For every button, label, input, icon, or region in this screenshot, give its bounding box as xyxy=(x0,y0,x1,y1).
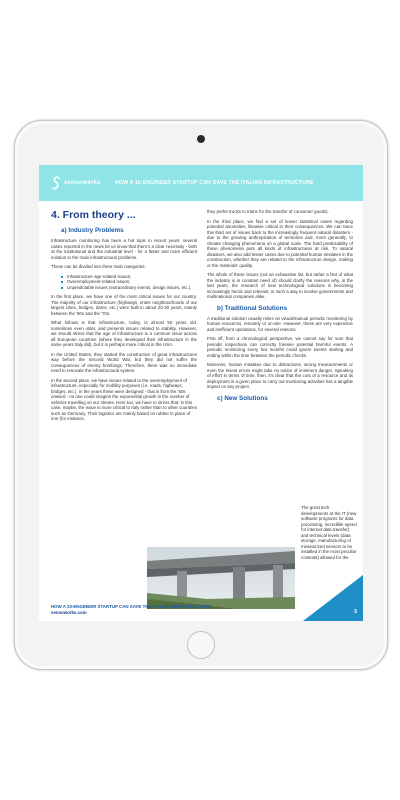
list-item: Unpredictable issues (extraordinary events, design issues, etc.). xyxy=(67,285,197,291)
brand-logo xyxy=(51,176,111,190)
issue-list xyxy=(51,274,197,291)
subheading-industry-problems: a) Industry Problems xyxy=(61,227,124,234)
paragraph: Moreover, human mistakes due to distractions, wrong measurements or even the tiniest errors might take no notice of imminent danger. Speaking of effort in terms of time, then, it's clear that the cost of a resource and its deployment in a given place to carry out monitoring activities has a tangible impact on any project. xyxy=(207,362,353,389)
paragraph: In the second place, we have issues related to the overemployment of infrastructure, especially for mobility purposes (i.e. roads, highways, bridges, etc.). In the years these were designed - that is from the '50s onward - no one could imagine the exponential growth in the number of vehicles travelling on our streets. Here too, we have to stress that: in this case, maybe, the issue is more critical to Italy rather than to other countries such as Germany. Their logistics are mainly based on rubber in place of iron (for instance, xyxy=(51,377,197,421)
footer-title: HOW A 10-ENGINEER STARTUP CAN SAVE THE ITALIAN INFRASTRUCTURE xyxy=(51,604,212,609)
paragraph: A traditional solution usually relies on visual/manual periodic monitoring by human resources, remotely or on-site. However, these are very expensive and inefficient operations, for several reasons. xyxy=(207,315,353,332)
wrapped-text xyxy=(51,378,197,422)
tablet-screen xyxy=(39,165,363,621)
subheading-traditional-solutions: b) Traditional Solutions xyxy=(217,304,287,312)
left-column xyxy=(51,209,197,426)
footer-url[interactable]: sensoworks.com xyxy=(51,610,87,615)
list-item: Infrastructure age-related issues; xyxy=(67,274,197,280)
bridge-photo xyxy=(147,547,295,609)
camera-icon xyxy=(197,135,205,143)
right-column xyxy=(207,209,353,406)
page-number: 5 xyxy=(354,609,357,615)
tablet-frame xyxy=(14,120,388,670)
paragraph: In the United States, they started the construction of great infrastructures way before the Second World War, but they did not suffer the consequences of enemy bombings. Therefore, there was no immediate need to renovate the infrastructural system. xyxy=(51,351,197,373)
banner-title: HOW A 10-ENGINEER STARTUP CAN SAVE THE ITALIAN INFRASTRUCTURE xyxy=(115,180,314,186)
paragraph: The whole of these issues (not an exhaustive list, but rather a hint of what the industry is in constant need of) should clarify the reasons why, in the last years, the research of new technological solutions is becoming increasingly hectic and relevant, in such a way to involve governments and multinational companies alike. xyxy=(207,272,353,299)
paragraph: they prefer trucks to trains for the transfer of consumer goods). xyxy=(207,209,329,214)
subheading-new-solutions: c) New Solutions xyxy=(217,394,268,402)
sensoworks-logo-icon xyxy=(51,176,61,190)
paragraph: In the third place, we find a set of lesser statistical cases regarding potential anomalies, likewise critical in their consequences. We can trace this third set of issues back to the increasingly frequent natural disasters - due to the growing anthropization of territories and, more generally, to climate changing phenomena on a global scale. The hard predictability of these phenomena puts all kinds of infrastructures at risk. To natural disasters, we also add lesser cases due to potential human mistakes in the construction, whether they are related to the infrastructure design, making or the materials' quality. xyxy=(207,218,353,268)
header-banner xyxy=(39,165,363,201)
home-button[interactable] xyxy=(187,631,215,659)
paragraph: Infrastructure monitoring has been a hot topic in recent years: several cases reported in the news let us know that there's a clear necessity - both at the institutional and the industrial level - for a faster and more efficient solution to the main infrastructural problems. xyxy=(51,238,197,260)
paragraph: These can be divided into three main categories: xyxy=(51,264,146,269)
paragraph: First off, from a chronological perspective, we cannot say for sure that periodic inspections can correctly foresee potential harmful events. A periodic monitoring every few months could ignore events starting and ending within the time between the periodic checks. xyxy=(207,336,353,358)
footer xyxy=(51,604,211,615)
paragraph: The great tech developments at the IT (new software programs for data processing, incredible speed for internet data transfer) and technical levels (data storage, manufacturing of miniaturized sensors to be installed in the most peculiar contexts) allowed for the xyxy=(301,505,357,560)
paragraph: In the first place, we have one of the most critical issues for our country. The majority of our infrastructure (highways, entire neighbourhoods of our largest cities, bridges, dams, etc.) were built in about 20-30 years, mainly between the '50s and the '70s. xyxy=(51,294,197,316)
logo-text: sensoworks xyxy=(64,180,101,186)
list-item: Overemployment-related issues; xyxy=(67,279,197,285)
new-solutions-text xyxy=(301,505,363,564)
section-heading: 4. From theory ... xyxy=(51,209,136,221)
paragraph: What follows is that infrastructure, today, is almost 50 years old, sometimes even older, and presents issues related to stability. However, we should stress that the age of infrastructure is a common issue across all European countries (where they developed their infrastructure in the same years Italy did), but it is perhaps more critical in the USA. xyxy=(51,320,197,347)
